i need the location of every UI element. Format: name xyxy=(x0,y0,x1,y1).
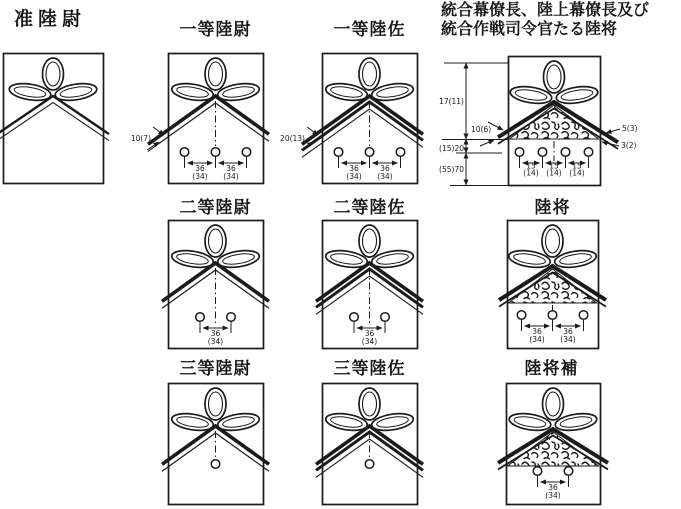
rank-label-major-general: 陸将補 xyxy=(524,359,579,378)
svg-text:36: 36 xyxy=(226,164,236,173)
insignia-warrant-officer xyxy=(0,54,109,184)
svg-text:(14): (14) xyxy=(523,168,539,178)
svg-text:36: 36 xyxy=(364,329,375,338)
insignia-first-lieutenant xyxy=(131,54,269,184)
svg-text:(34): (34) xyxy=(529,335,545,344)
svg-text:(34): (34) xyxy=(192,172,208,181)
svg-text:36: 36 xyxy=(380,164,390,173)
insignia-major-general xyxy=(498,384,608,505)
svg-text:(55)70: (55)70 xyxy=(439,165,464,174)
svg-text:(34): (34) xyxy=(207,337,224,346)
svg-text:15: 15 xyxy=(526,161,536,171)
svg-text:36: 36 xyxy=(195,164,205,173)
svg-text:15: 15 xyxy=(572,161,582,171)
svg-text:(34): (34) xyxy=(346,172,362,181)
svg-text:36: 36 xyxy=(210,329,221,338)
insignia-joint-chiefs-general xyxy=(439,57,637,186)
insignia-second-lieutenant xyxy=(162,221,269,349)
insignia-colonel-first xyxy=(280,54,423,184)
svg-text:(34): (34) xyxy=(377,172,393,181)
joint-title-line2: 統合作戦司令官たる陸将 xyxy=(441,21,618,38)
svg-text:36: 36 xyxy=(563,327,573,336)
rank-label-colonel-third: 三等陸佐 xyxy=(333,359,406,378)
svg-text:(34): (34) xyxy=(545,491,561,500)
rank-label-first-lieutenant: 一等陸尉 xyxy=(179,20,252,39)
svg-text:(14): (14) xyxy=(569,168,585,178)
rank-label-colonel-first: 一等陸佐 xyxy=(333,20,406,39)
svg-text:10(6): 10(6) xyxy=(471,125,492,134)
svg-text:20(13): 20(13) xyxy=(280,134,305,143)
svg-text:15: 15 xyxy=(549,161,559,171)
svg-text:36: 36 xyxy=(548,483,558,492)
rank-label-colonel-second: 二等陸佐 xyxy=(333,198,406,217)
joint-title-line1: 統合幕僚長、陸上幕僚長及び xyxy=(441,2,650,19)
svg-text:36: 36 xyxy=(349,164,359,173)
rank-label-warrant-officer: 准陸尉 xyxy=(14,9,87,30)
rank-label-second-lieutenant: 二等陸尉 xyxy=(179,198,252,217)
svg-text:(34): (34) xyxy=(223,172,239,181)
svg-text:10(7): 10(7) xyxy=(130,134,151,143)
svg-text:(15)20: (15)20 xyxy=(439,144,464,153)
insignia-general xyxy=(499,221,606,349)
svg-text:(14): (14) xyxy=(546,168,562,178)
svg-text:(34): (34) xyxy=(361,337,378,346)
svg-text:36: 36 xyxy=(532,327,542,336)
rank-label-third-lieutenant: 三等陸尉 xyxy=(179,359,252,378)
insignia-third-lieutenant xyxy=(162,384,269,505)
svg-text:3(2): 3(2) xyxy=(621,141,637,150)
svg-text:(34): (34) xyxy=(560,335,576,344)
svg-text:17(11): 17(11) xyxy=(439,97,464,106)
rank-label-general: 陸将 xyxy=(534,198,571,217)
insignia-colonel-second xyxy=(316,221,423,349)
insignia-colonel-third xyxy=(316,384,423,505)
svg-text:5(3): 5(3) xyxy=(622,124,638,133)
